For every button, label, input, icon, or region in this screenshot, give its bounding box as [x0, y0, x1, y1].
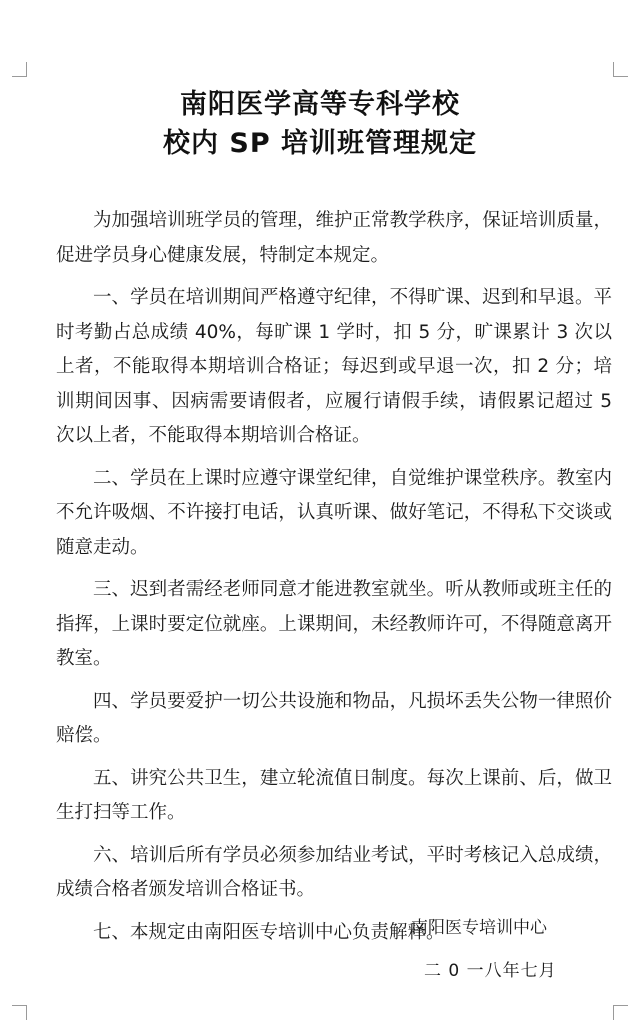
paragraph-rule-4: 四、学员要爱护一切公共设施和物品，凡损坏丢失公物一律照价赔偿。	[56, 690, 612, 746]
paragraph-rule-6: 六、培训后所有学员必须参加结业考试，平时考核记入总成绩，成绩合格者颁发培训合格证书。	[56, 844, 612, 900]
paragraph-rule-7: 七、本规定由南阳医专培训中心负责解释。	[93, 921, 445, 943]
document-title-regulation: 校内 SP 培训班管理规定	[162, 128, 478, 159]
paragraph-intro: 为加强培训班学员的管理，维护正常教学秩序，保证培训质量，促进学员身心健康发展，特制定本规定。	[56, 210, 612, 266]
document-title-school: 南阳医学高等专科学校	[180, 89, 460, 120]
signature-date: 二 0 一八年七月	[424, 961, 557, 981]
signature-organization: 南阳医专培训中心	[411, 918, 547, 938]
paragraph-rule-5: 五、讲究公共卫生，建立轮流值日制度。每次上课前、后，做卫生打扫等工作。	[56, 767, 612, 823]
page-corner-mark-bottom-left	[12, 1005, 27, 1020]
paragraph-rule-1: 一、学员在培训期间严格遵守纪律，不得旷课、迟到和早退。平时考勤占总成绩 40%，每旷课 1 学时，扣 5 分，旷课累计 3 次以上者，不能取得本期培训合格证；每迟到或早退一次，扣 2 分；培训期间因事、因病需要请假者，应履行请假手续，请假累记超过 5 次以上者，不能取得本期培训合格证。	[56, 287, 612, 446]
page-corner-mark-top-right	[613, 62, 628, 77]
document-body	[56, 204, 612, 958]
paragraph-rule-3: 三、迟到者需经老师同意才能进教室就坐。听从教师或班主任的指挥，上课时要定位就座。上课期间，未经教师许可，不得随意离开教室。	[56, 579, 612, 669]
page-corner-mark-bottom-right	[613, 1005, 628, 1020]
paragraph-rule-2: 二、学员在上课时应遵守课堂纪律，自觉维护课堂秩序。教室内不允许吸烟、不许接打电话，认真听课、做好笔记，不得私下交谈或随意走动。	[56, 467, 612, 558]
page-corner-mark-top-left	[12, 62, 27, 77]
